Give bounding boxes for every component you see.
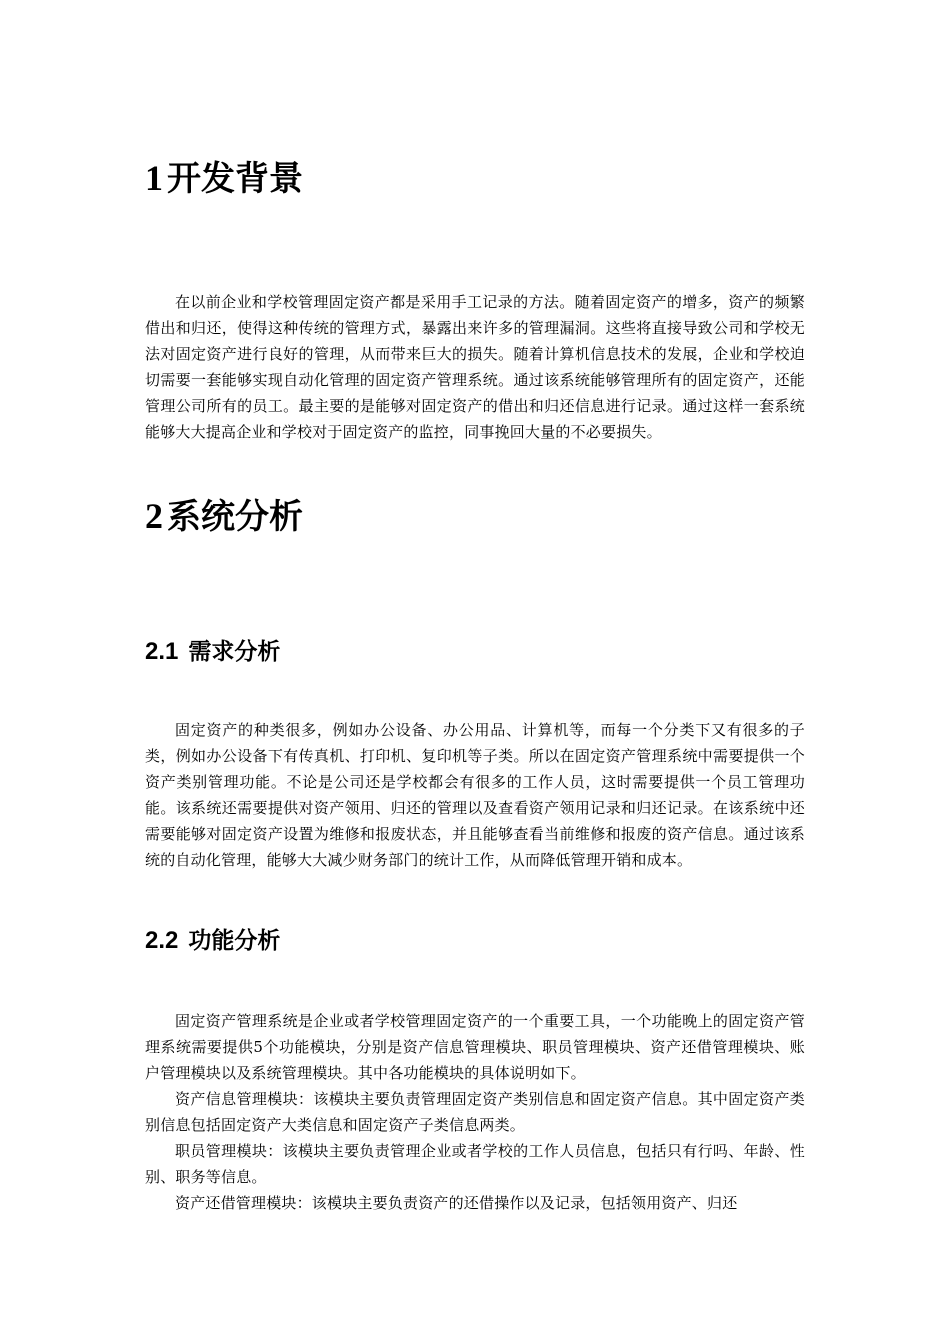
function-paragraph-intro: 固定资产管理系统是企业或者学校管理固定资产的一个重要工具，一个功能晚上的固定资产管理系统需要提供5个功能模块，分别是资产信息管理模块、职员管理模块、资产还借管理模块、账户管理模块以及系统管理模块。其中各功能模块的具体说明如下。 <box>145 1012 805 1082</box>
function-paragraph-staff-module: 职员管理模块：该模块主要负责管理企业或者学校的工作人员信息，包括只有行吗、年龄、性别、职务等信息。 <box>145 1142 805 1186</box>
section-heading-1 <box>145 158 303 199</box>
subsection-number: 2.2 <box>145 927 179 954</box>
background-paragraph: 在以前企业和学校管理固定资产都是采用手工记录的方法。随着固定资产的增多，资产的频繁借出和归还，使得这种传统的管理方式，暴露出来许多的管理漏洞。这些将直接导致公司和学校无法对固定资产进行良好的管理，从而带来巨大的损失。随着计算机信息技术的发展，企业和学校迫切需要一套能够实现自动化管理的固定资产管理系统。通过该系统能够管理所有的固定资产，还能管理公司所有的员工。最主要的是能够对固定资产的借出和归还信息进行记录。通过这样一套系统能够大大提高企业和学校对于固定资产的监控，同事挽回大量的不必要损失。 <box>145 293 805 441</box>
subsection-title: 需求分析 <box>188 639 281 665</box>
section-heading-2 <box>145 496 303 537</box>
function-paragraph-loan-module: 资产还借管理模块：该模块主要负责资产的还借操作以及记录，包括领用资产、归还 <box>175 1194 738 1212</box>
section-number: 1 <box>145 158 163 198</box>
subsection-heading-2-2 <box>145 926 280 956</box>
subsection-title: 功能分析 <box>188 928 281 954</box>
section-title: 开发背景 <box>167 159 303 199</box>
section-title: 系统分析 <box>167 497 303 537</box>
section-number: 2 <box>145 496 163 536</box>
function-paragraph-asset-module: 资产信息管理模块：该模块主要负责管理固定资产类别信息和固定资产信息。其中固定资产类别信息包括固定资产大类信息和固定资产子类信息两类。 <box>145 1090 805 1134</box>
subsection-heading-2-1 <box>145 637 280 667</box>
subsection-number: 2.1 <box>145 638 179 665</box>
requirements-paragraph: 固定资产的种类很多，例如办公设备、办公用品、计算机等，而每一个分类下又有很多的子类，例如办公设备下有传真机、打印机、复印机等子类。所以在固定资产管理系统中需要提供一个资产类别管理功能。不论是公司还是学校都会有很多的工作人员，这时需要提供一个员工管理功能。该系统还需要提供对资产领用、归还的管理以及查看资产领用记录和归还记录。在该系统中还需要能够对固定资产设置为维修和报废状态，并且能够查看当前维修和报废的资产信息。通过该系统的自动化管理，能够大大减少财务部门的统计工作，从而降低管理开销和成本。 <box>145 721 805 869</box>
